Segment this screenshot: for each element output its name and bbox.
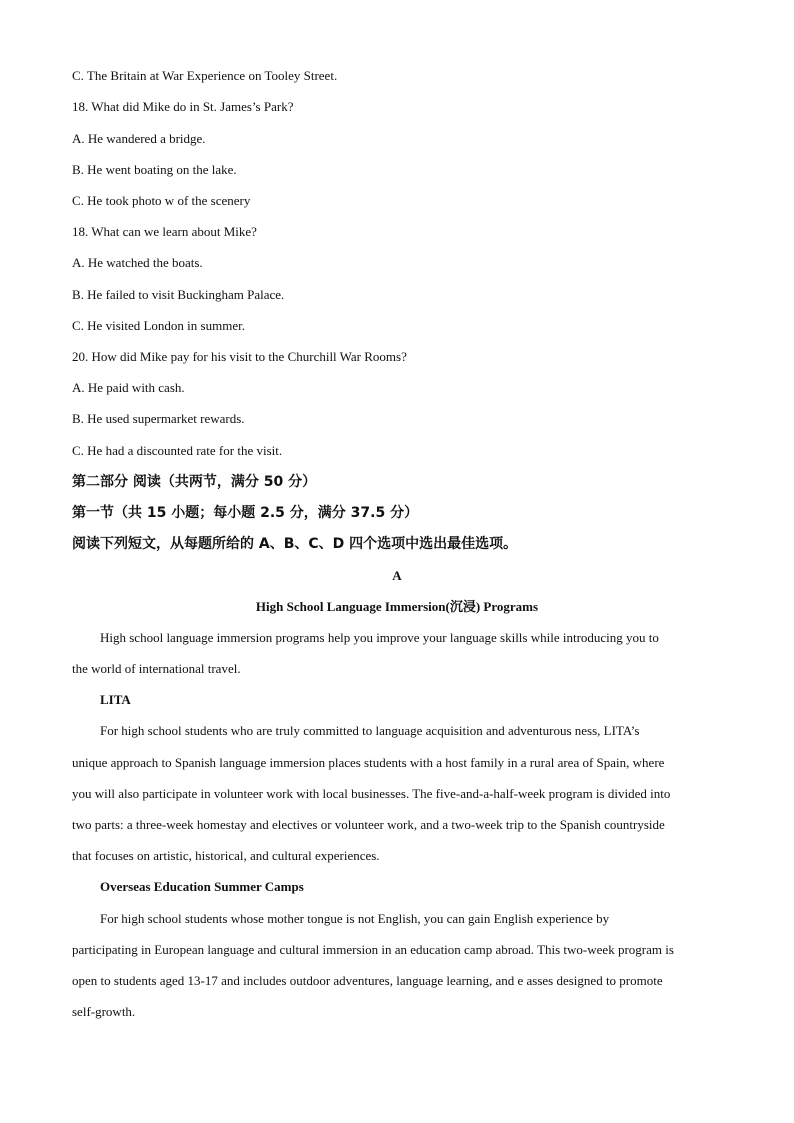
paragraph-line: self-growth.: [72, 1004, 136, 1019]
section-instruction: 阅读下列短文，从每题所给的 A、B、C、D 四个选项中选出最佳选项。: [72, 536, 518, 552]
paragraph-line: open to students aged 13-17 and includes outdoor adventures, language learning, and e asses designed to promote: [72, 973, 663, 988]
paragraph-line: For high school students who are truly committed to language acquisition and adventurous ness, LITA’s: [100, 723, 640, 738]
option-line: C. He visited London in summer.: [72, 318, 245, 333]
paragraph-line: For high school students whose mother tongue is not English, you can gain English experience by: [100, 911, 610, 926]
option-line: B. He used supermarket rewards.: [72, 411, 245, 426]
paragraph-line: you will also participate in volunteer work with local businesses. The five-and-a-half-week program is divided into: [72, 786, 671, 801]
section-subsection-heading: 第一节（共 15 小题；每小题 2.5 分，满分 37.5 分）: [72, 505, 419, 521]
passage-letter: A: [392, 568, 402, 583]
option-line: C. He had a discounted rate for the visit.: [72, 443, 283, 458]
section-part-heading: 第二部分 阅读（共两节，满分 50 分）: [72, 474, 317, 490]
lita-heading: LITA: [100, 692, 131, 707]
paragraph-line: that focuses on artistic, historical, and cultural experiences.: [72, 848, 380, 863]
overseas-heading: Overseas Education Summer Camps: [100, 879, 304, 894]
option-line: B. He went boating on the lake.: [72, 162, 237, 177]
option-line: C. The Britain at War Experience on Tooley Street.: [72, 68, 338, 83]
paragraph-line: participating in European language and cultural immersion in an education camp abroad. This two-week program is: [72, 942, 674, 957]
option-line: A. He paid with cash.: [72, 380, 185, 395]
question-line: 20. How did Mike pay for his visit to the Churchill War Rooms?: [72, 349, 407, 364]
option-line: A. He watched the boats.: [72, 255, 203, 270]
paragraph-line: High school language immersion programs help you improve your language skills while introducing you to: [100, 630, 659, 645]
option-line: B. He failed to visit Buckingham Palace.: [72, 287, 285, 302]
paragraph-line: two parts: a three-week homestay and electives or volunteer work, and a two-week trip to the Spanish countryside: [72, 817, 665, 832]
paragraph-line: the world of international travel.: [72, 661, 241, 676]
question-line: 18. What did Mike do in St. James’s Park?: [72, 99, 294, 114]
passage-title: High School Language Immersion(沉浸) Programs: [255, 599, 539, 614]
paragraph-line: unique approach to Spanish language immersion places students with a host family in a rural area of Spain, where: [72, 755, 665, 770]
question-line: 18. What can we learn about Mike?: [72, 224, 257, 239]
option-line: C. He took photo w of the scenery: [72, 193, 251, 208]
option-line: A. He wandered a bridge.: [72, 131, 206, 146]
